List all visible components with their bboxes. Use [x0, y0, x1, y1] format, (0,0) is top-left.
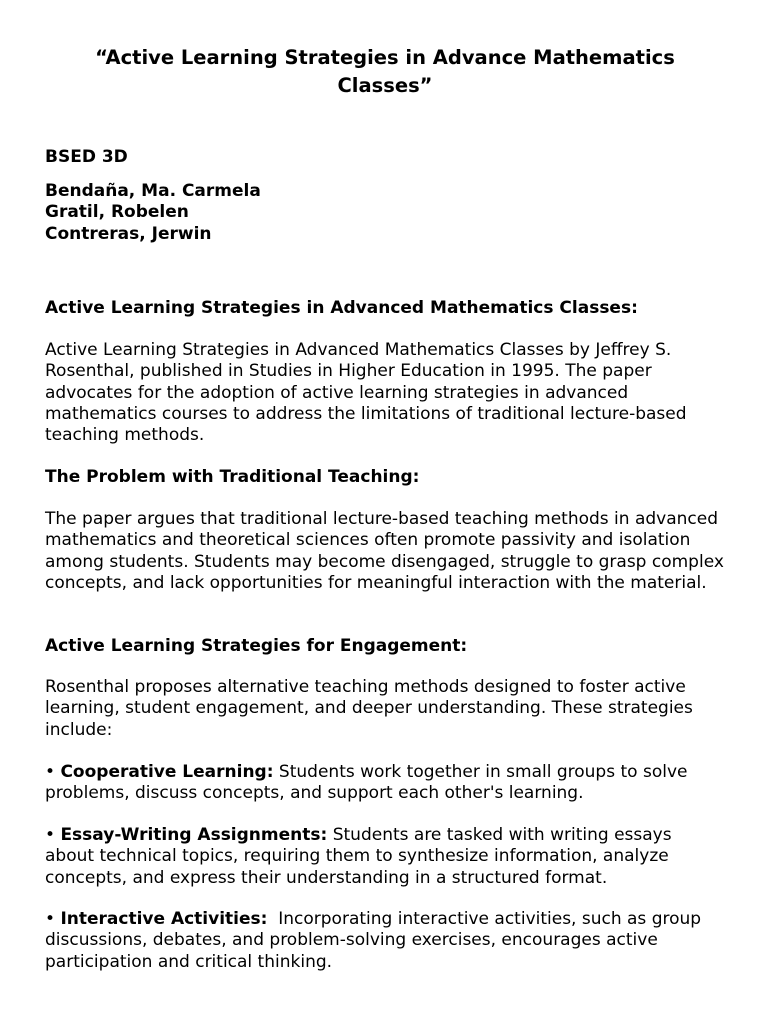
section-heading-problem: The Problem with Traditional Teaching:	[45, 467, 420, 487]
section-heading-strategies: Active Learning Strategies for Engagement:	[45, 636, 468, 656]
bullet-item	[45, 909, 725, 973]
intro-paragraph: Active Learning Strategies in Advanced Mathematics Classes by Jeffrey S. Rosenthal, published in Studies in Higher Education in 1995. The paper advocates for the adoption of active learning strategies in advanced mathematics courses to address the limitations of traditional lecture-based teaching methods.	[45, 340, 687, 446]
bullet-marker: •	[45, 825, 56, 845]
author-list	[45, 181, 725, 245]
bullet-item	[45, 825, 725, 889]
document-title: “Active Learning Strategies in Advance Mathematics Classes”	[95, 46, 675, 97]
bullet-marker: •	[45, 909, 56, 929]
author-name: Contreras, Jerwin	[45, 223, 212, 244]
bullet-lead: Cooperative Learning:	[60, 762, 274, 782]
author-name: Bendaña, Ma. Carmela	[45, 181, 261, 201]
bullet-lead: Interactive Activities:	[60, 909, 268, 929]
bullet-text: Students are tasked with writing essays about technical topics, requiring them to synthesize information, analyze concepts, and express their understanding in a structured format.	[45, 825, 672, 888]
bullet-marker: •	[45, 762, 56, 782]
bullet-item	[45, 762, 725, 805]
author-name: Gratil, Robelen	[45, 202, 189, 223]
bullet-text: Incorporating interactive activities, such as group discussions, debates, and problem-solving exercises, encourages active participation and critical thinking.	[45, 909, 707, 972]
strategies-paragraph: Rosenthal proposes alternative teaching methods designed to foster active learning, student engagement, and deeper understanding. These strategies include:	[45, 677, 693, 740]
class-label: BSED 3D	[45, 147, 128, 167]
bullet-text: Students work together in small groups to solve problems, discuss concepts, and support each other's learning.	[45, 762, 688, 804]
section-heading-main: Active Learning Strategies in Advanced Mathematics Classes:	[45, 298, 638, 318]
bullet-lead: Essay-Writing Assignments:	[60, 825, 328, 845]
problem-paragraph: The paper argues that traditional lecture-based teaching methods in advanced mathematics and theoretical sciences often promote passivity and isolation among students. Students may become disengaged, struggle to grasp complex concepts, and lack opportunities for meaningful interaction with the material.	[45, 509, 724, 593]
